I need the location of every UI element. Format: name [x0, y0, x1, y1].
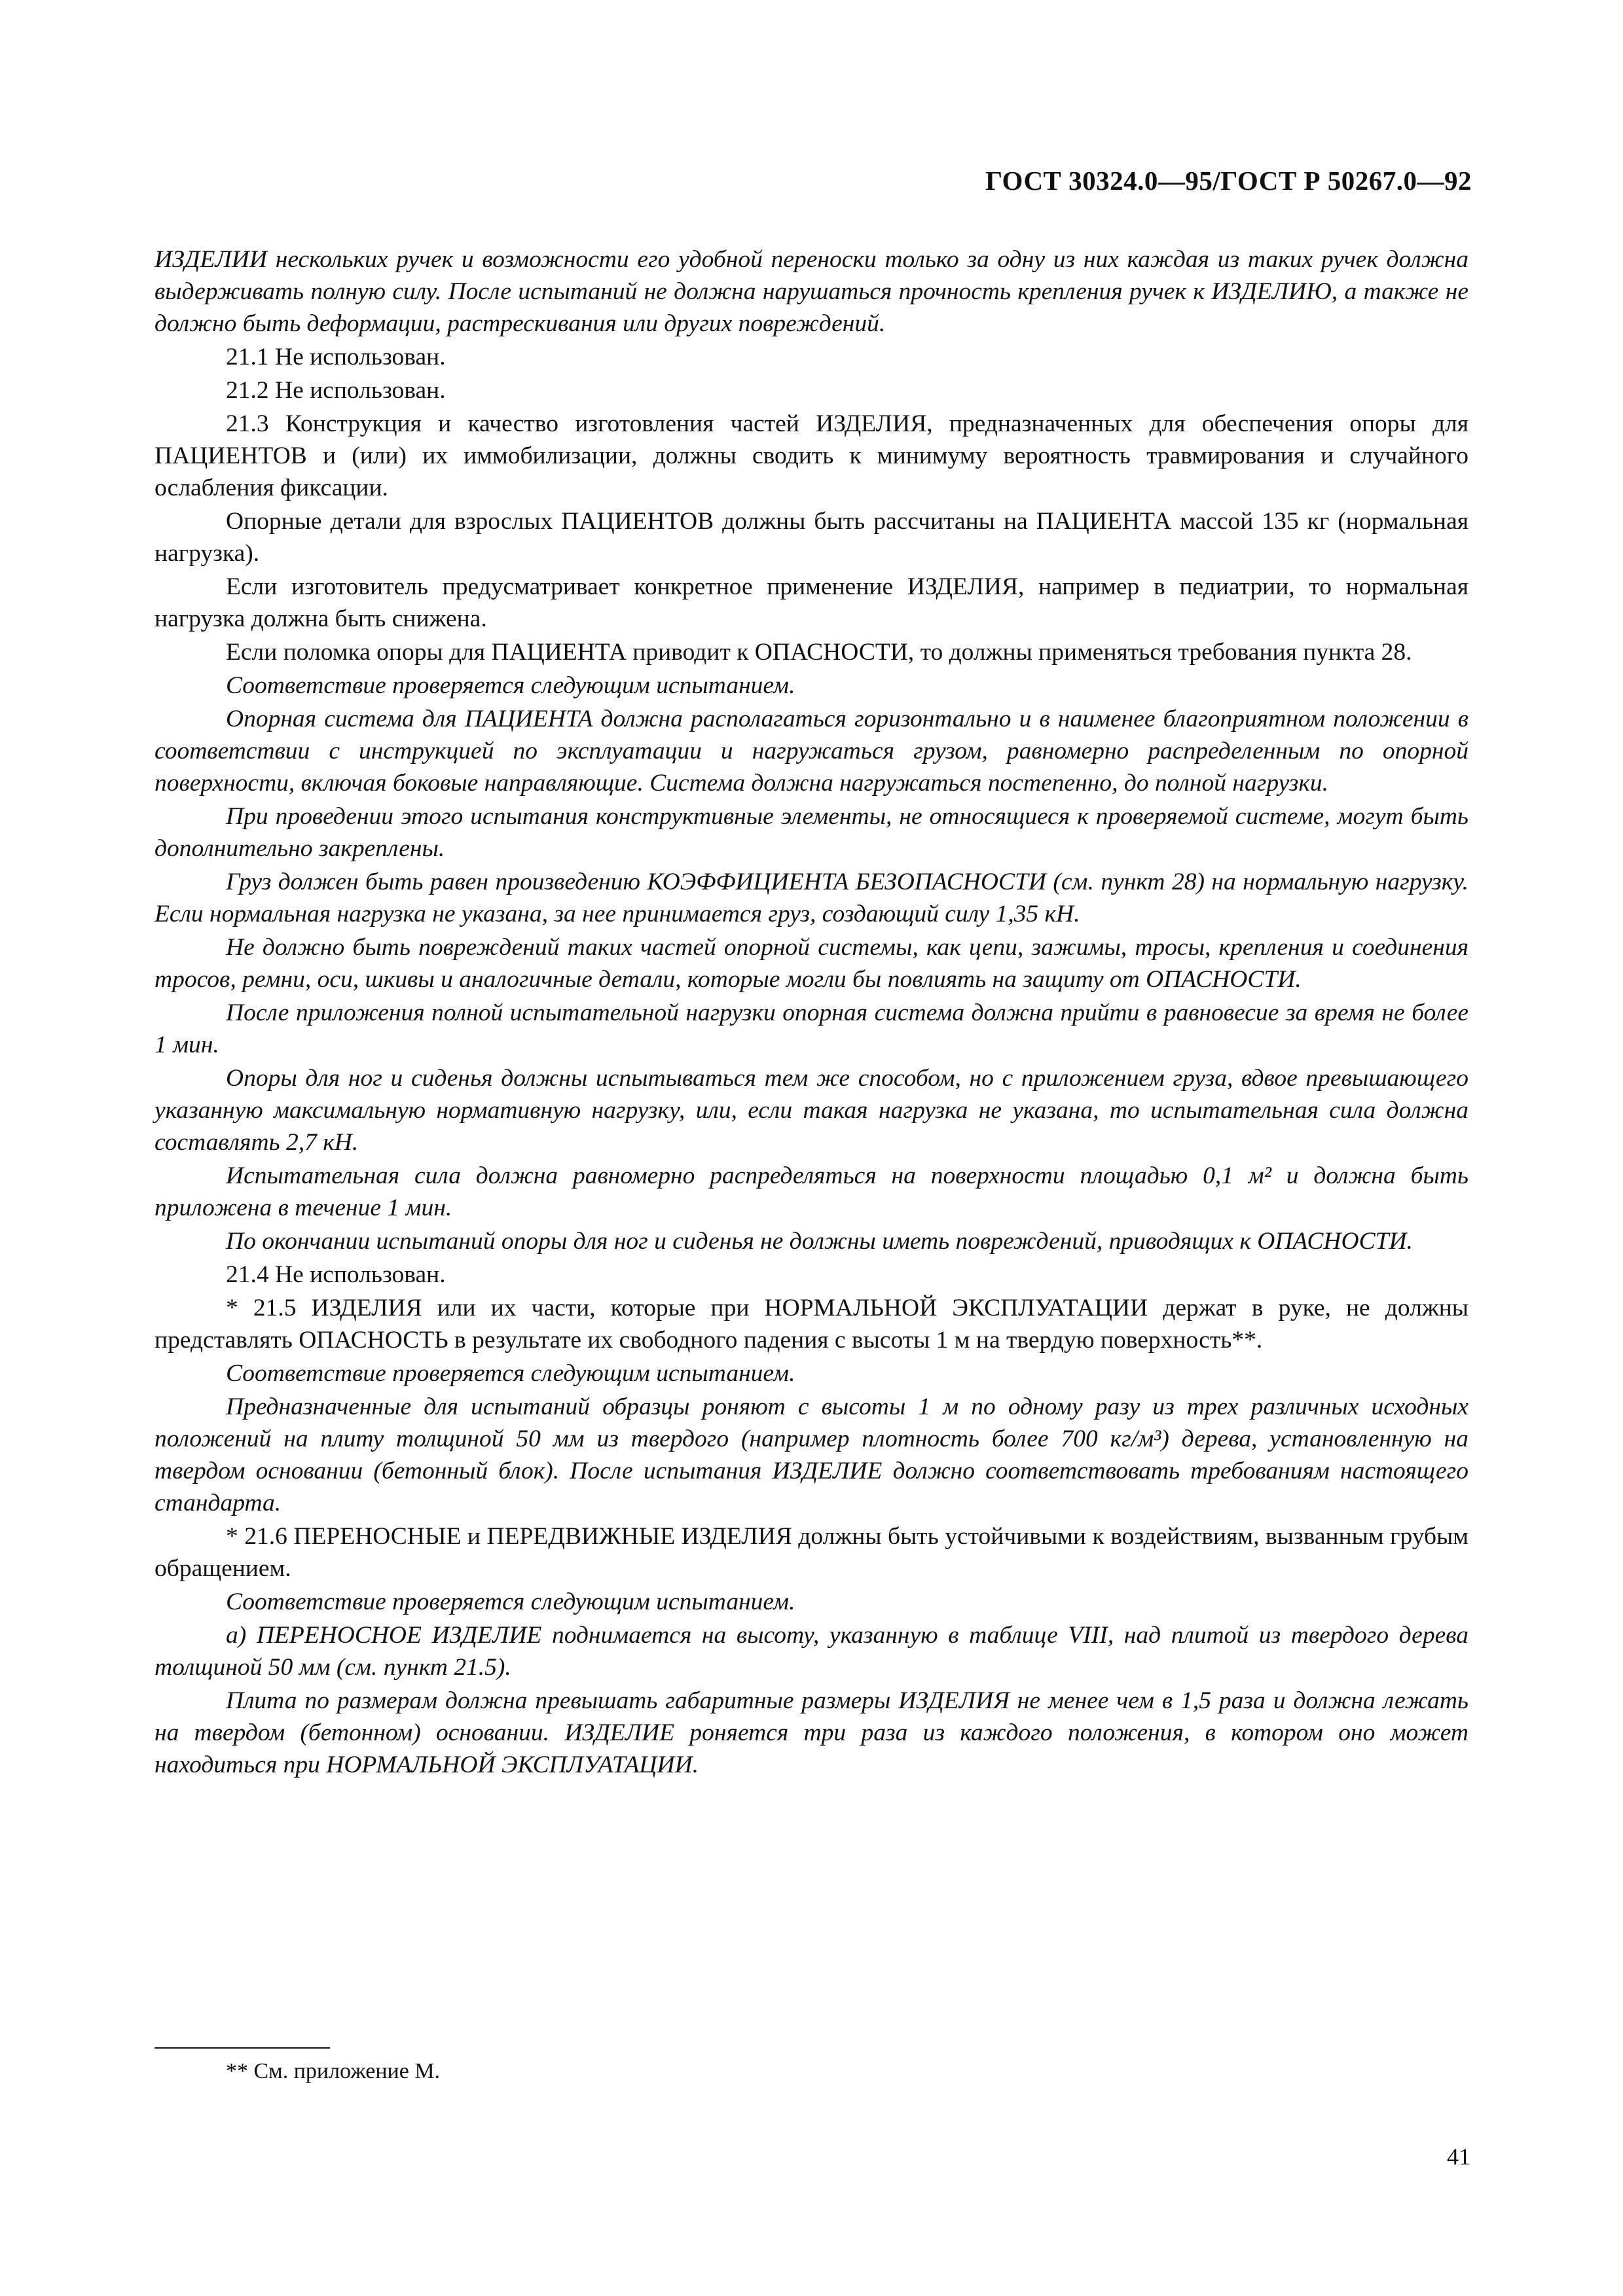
- clause-21-3: 21.3 Конструкция и качество изготовления частей ИЗДЕЛИЯ, предназначенных для обеспечения опоры для ПАЦИЕНТОВ и (или) их иммобилизации, должны сводить к минимуму вероятность травмирования и случайного ослабления фиксации.: [155, 410, 1468, 501]
- compliance-note: Соответствие проверяется следующим испытанием.: [226, 1360, 795, 1387]
- test-paragraph: Плита по размерам должна превышать габаритные размеры ИЗДЕЛИЯ не менее чем в 1,5 раза и должна лежать на твердом (бетонном) основании. ИЗДЕЛИЕ роняется три раза из каждого положения, в котором оно может находиться при НОРМАЛЬНОЙ ЭКСПЛУАТАЦИИ.: [155, 1687, 1468, 1778]
- test-paragraph: После приложения полной испытательной нагрузки опорная система должна прийти в равновесие за время не более 1 мин.: [155, 999, 1468, 1058]
- test-paragraph: При проведении этого испытания конструктивные элементы, не относящиеся к проверяемой системе, могут быть дополнительно закреплены.: [155, 803, 1468, 862]
- test-paragraph: а) ПЕРЕНОСНОЕ ИЗДЕЛИЕ поднимается на высоту, указанную в таблице VIII, над плитой из твердого дерева толщиной 50 мм (см. пункт 21.5).: [155, 1622, 1468, 1681]
- test-paragraph: По окончании испытаний опоры для ног и сиденья не должны иметь повреждений, приводящих к ОПАСНОСТИ.: [226, 1228, 1413, 1255]
- compliance-note: Соответствие проверяется следующим испытанием.: [226, 1588, 795, 1615]
- test-paragraph: Опорная система для ПАЦИЕНТА должна располагаться горизонтально и в наименее благоприятном положении в соответствии с инструкцией по эксплуатации и нагружаться грузом, равномерно распределенным по опорной поверхности, включая боковые направляющие. Система должна нагружаться постепенно, до полной нагрузки.: [155, 706, 1468, 797]
- clause-21-6: * 21.6 ПЕРЕНОСНЫЕ и ПЕРЕДВИЖНЫЕ ИЗДЕЛИЯ должны быть устойчивыми к воздействиям, вызванным грубым обращением.: [155, 1523, 1468, 1582]
- document-header: ГОСТ 30324.0—95/ГОСТ Р 50267.0—92: [985, 166, 1472, 196]
- test-paragraph: Опоры для ног и сиденья должны испытываться тем же способом, но с приложением груза, вдвое превышающего указанную максимальную нормативную нагрузку, или, если такая нагрузка не указана, то испытательная сила должна составлять 2,7 кН.: [155, 1065, 1468, 1156]
- clause-21-5: * 21.5 ИЗДЕЛИЯ или их части, которые при НОРМАЛЬНОЙ ЭКСПЛУАТАЦИИ держат в руке, не должны представлять ОПАСНОСТЬ в результате их свободного падения с высоты 1 м на твердую поверхность**.: [155, 1295, 1468, 1354]
- footnote-divider: [155, 2047, 330, 2049]
- footnote: ** См. приложение М.: [226, 2059, 441, 2083]
- clause-21-2: 21.2 Не использован.: [226, 377, 446, 404]
- test-paragraph: Предназначенные для испытаний образцы роняют с высоты 1 м по одному разу из трех различных исходных положений на плиту толщиной 50 мм из твердого (например плотность более 700 кг/м³) дерева, установленную на твердом основании (бетонный блок). После испытания ИЗДЕЛИЕ должно соответствовать требованиям настоящего стандарта.: [155, 1393, 1468, 1516]
- test-paragraph: Не должно быть повреждений таких частей опорной системы, как цепи, зажимы, тросы, крепления и соединения тросов, ремни, оси, шкивы и аналогичные детали, которые могли бы повлиять на защиту от ОПАСНОСТИ.: [155, 934, 1468, 993]
- clause-21-1: 21.1 Не использован.: [226, 344, 446, 370]
- paragraph: Опорные детали для взрослых ПАЦИЕНТОВ должны быть рассчитаны на ПАЦИЕНТА массой 135 кг (нормальная нагрузка).: [155, 508, 1468, 567]
- paragraph-continuation: ИЗДЕЛИИ нескольких ручек и возможности его удобной переноски только за одну из них каждая из таких ручек должна выдерживать полную силу. После испытаний не должна нарушаться прочность крепления ручек к ИЗДЕЛИЮ, а также не должно быть деформации, растрескивания или других повреждений.: [155, 246, 1468, 337]
- compliance-note: Соответствие проверяется следующим испытанием.: [226, 672, 795, 699]
- document-body: [155, 243, 1468, 1782]
- paragraph: Если изготовитель предусматривает конкретное применение ИЗДЕЛИЯ, например в педиатрии, то нормальная нагрузка должна быть снижена.: [155, 573, 1468, 632]
- test-paragraph: Груз должен быть равен произведению КОЭФФИЦИЕНТА БЕЗОПАСНОСТИ (см. пункт 28) на нормальную нагрузку. Если нормальная нагрузка не указана, за нее принимается груз, создающий силу 1,35 кН.: [155, 869, 1468, 927]
- test-paragraph: Испытательная сила должна равномерно распределяться на поверхности площадью 0,1 м² и должна быть приложена в течение 1 мин.: [155, 1162, 1468, 1221]
- clause-21-4: 21.4 Не использован.: [226, 1261, 446, 1288]
- paragraph: Если поломка опоры для ПАЦИЕНТА приводит к ОПАСНОСТИ, то должны применяться требования пункта 28.: [226, 639, 1412, 666]
- page-number: 41: [1447, 2144, 1470, 2170]
